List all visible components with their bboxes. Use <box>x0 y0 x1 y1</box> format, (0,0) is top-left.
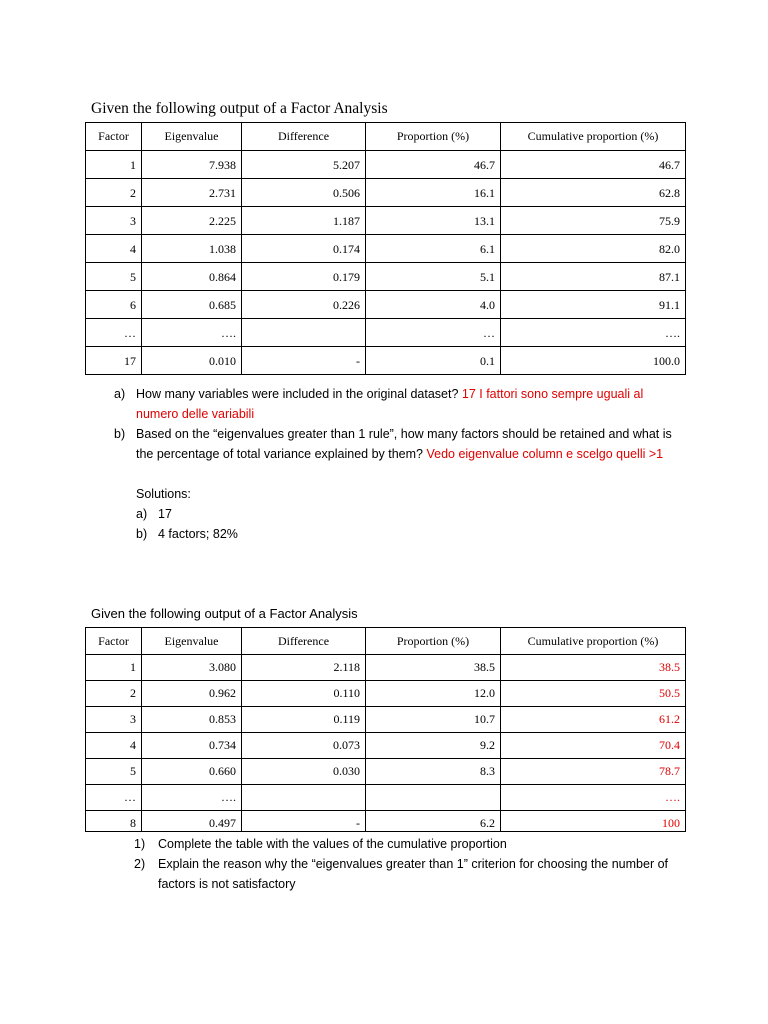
table-row <box>86 811 686 832</box>
section1-title: Given the following output of a Factor Analysis <box>91 100 388 117</box>
table-header-row <box>86 123 686 151</box>
table-row <box>86 179 686 207</box>
eigenvalue-cell: …. <box>142 319 242 347</box>
eigenvalue-cell: 0.497 <box>142 811 242 832</box>
eigenvalue-cell: 7.938 <box>142 151 242 179</box>
proportion-cell: … <box>366 319 501 347</box>
factor-cell: 5 <box>86 263 142 291</box>
difference-cell: 0.506 <box>242 179 366 207</box>
header-cumulative: Cumulative proportion (%) <box>501 123 686 151</box>
table-row <box>86 347 686 375</box>
difference-cell: 0.030 <box>242 759 366 785</box>
question-prompt: Based on the “eigenvalues greater than 1 rule”, how many factors should be retained and what is the percentage of total variance explained by them? <box>136 427 672 461</box>
header-factor: Factor <box>86 123 142 151</box>
proportion-cell: 6.2 <box>366 811 501 832</box>
proportion-cell: 6.1 <box>366 235 501 263</box>
factor-cell: … <box>86 785 142 811</box>
proportion-cell: 8.3 <box>366 759 501 785</box>
difference-cell: 5.207 <box>242 151 366 179</box>
solutions-title: Solutions: <box>136 487 191 501</box>
table-header-row <box>86 628 686 655</box>
cumulative-cell: 91.1 <box>501 291 686 319</box>
table-row <box>86 733 686 759</box>
header-eigenvalue: Eigenvalue <box>142 628 242 655</box>
question-answer: Vedo eigenvalue column e scelgo quelli >1 <box>426 447 664 461</box>
header-factor: Factor <box>86 628 142 655</box>
question-text <box>136 424 684 464</box>
header-proportion: Proportion (%) <box>366 123 501 151</box>
cumulative-cell: 46.7 <box>501 151 686 179</box>
eigenvalue-cell: 0.660 <box>142 759 242 785</box>
table-row <box>86 235 686 263</box>
question-2 <box>134 854 694 894</box>
eigenvalue-cell: 0.962 <box>142 681 242 707</box>
proportion-cell: 9.2 <box>366 733 501 759</box>
difference-cell: - <box>242 811 366 832</box>
solution-label: b) <box>136 527 148 541</box>
difference-cell: 0.226 <box>242 291 366 319</box>
factor-cell: 3 <box>86 207 142 235</box>
factor-cell: 6 <box>86 291 142 319</box>
solutions-block <box>136 484 684 544</box>
factor-cell: 4 <box>86 733 142 759</box>
questions-section-1 <box>114 384 684 544</box>
question-label: b) <box>114 427 126 441</box>
factor-cell: 3 <box>86 707 142 733</box>
solution-text: 4 factors; 82% <box>158 527 238 541</box>
table-row <box>86 785 686 811</box>
question-text: Explain the reason why the “eigenvalues greater than 1” criterion for choosing the number of factors is not satisfactory <box>158 857 669 891</box>
section2-title: Given the following output of a Factor Analysis <box>91 606 358 621</box>
eigenvalue-cell: 0.864 <box>142 263 242 291</box>
cumulative-cell: 50.5 <box>501 681 686 707</box>
question-text <box>136 384 684 424</box>
header-difference: Difference <box>242 123 366 151</box>
proportion-cell: 10.7 <box>366 707 501 733</box>
table-row <box>86 291 686 319</box>
difference-cell: 0.174 <box>242 235 366 263</box>
difference-cell: - <box>242 347 366 375</box>
solution-text: 17 <box>158 507 172 521</box>
eigenvalue-cell: 0.685 <box>142 291 242 319</box>
proportion-cell <box>366 785 501 811</box>
cumulative-cell: 100.0 <box>501 347 686 375</box>
proportion-cell: 16.1 <box>366 179 501 207</box>
factor-cell: 2 <box>86 681 142 707</box>
cumulative-cell: …. <box>501 319 686 347</box>
cumulative-cell: …. <box>501 785 686 811</box>
table-row <box>86 759 686 785</box>
cumulative-cell: 78.7 <box>501 759 686 785</box>
header-difference: Difference <box>242 628 366 655</box>
factor-table-2 <box>85 627 686 832</box>
question-1 <box>134 834 694 854</box>
table-row <box>86 263 686 291</box>
proportion-cell: 0.1 <box>366 347 501 375</box>
eigenvalue-cell: 1.038 <box>142 235 242 263</box>
table-row <box>86 681 686 707</box>
question-a <box>114 384 684 424</box>
question-label: 2) <box>134 857 146 871</box>
factor-cell: 1 <box>86 151 142 179</box>
factor-cell: 1 <box>86 655 142 681</box>
difference-cell: 2.118 <box>242 655 366 681</box>
difference-cell: 1.187 <box>242 207 366 235</box>
cumulative-cell: 38.5 <box>501 655 686 681</box>
difference-cell: 0.110 <box>242 681 366 707</box>
header-proportion: Proportion (%) <box>366 628 501 655</box>
table-row <box>86 707 686 733</box>
factor-cell: 2 <box>86 179 142 207</box>
difference-cell: 0.073 <box>242 733 366 759</box>
proportion-cell: 46.7 <box>366 151 501 179</box>
cumulative-cell: 62.8 <box>501 179 686 207</box>
cumulative-cell: 70.4 <box>501 733 686 759</box>
difference-cell <box>242 319 366 347</box>
solution-label: a) <box>136 507 148 521</box>
difference-cell: 0.119 <box>242 707 366 733</box>
eigenvalue-cell: 2.731 <box>142 179 242 207</box>
table-row <box>86 655 686 681</box>
cumulative-cell: 82.0 <box>501 235 686 263</box>
question-prompt: How many variables were included in the original dataset? <box>136 387 462 401</box>
cumulative-cell: 61.2 <box>501 707 686 733</box>
factor-cell: 4 <box>86 235 142 263</box>
factor-cell: … <box>86 319 142 347</box>
header-cumulative: Cumulative proportion (%) <box>501 628 686 655</box>
proportion-cell: 4.0 <box>366 291 501 319</box>
eigenvalue-cell: 0.734 <box>142 733 242 759</box>
question-answer: 17 I fattori sono sempre uguali al numero delle variabili <box>136 387 644 421</box>
table-row <box>86 207 686 235</box>
header-eigenvalue: Eigenvalue <box>142 123 242 151</box>
proportion-cell: 5.1 <box>366 263 501 291</box>
eigenvalue-cell: 2.225 <box>142 207 242 235</box>
proportion-cell: 12.0 <box>366 681 501 707</box>
cumulative-cell: 100 <box>501 811 686 832</box>
eigenvalue-cell: 0.853 <box>142 707 242 733</box>
eigenvalue-cell: 3.080 <box>142 655 242 681</box>
proportion-cell: 38.5 <box>366 655 501 681</box>
proportion-cell: 13.1 <box>366 207 501 235</box>
solution-b <box>136 524 684 544</box>
factor-cell: 5 <box>86 759 142 785</box>
solution-a <box>136 504 684 524</box>
question-label: 1) <box>134 837 146 851</box>
cumulative-cell: 87.1 <box>501 263 686 291</box>
table-row <box>86 319 686 347</box>
factor-table-1 <box>85 122 686 375</box>
cumulative-cell: 75.9 <box>501 207 686 235</box>
difference-cell <box>242 785 366 811</box>
factor-cell: 8 <box>86 811 142 832</box>
questions-section-2 <box>134 834 694 894</box>
question-text: Complete the table with the values of the cumulative proportion <box>158 837 507 851</box>
question-label: a) <box>114 387 126 401</box>
table-row <box>86 151 686 179</box>
question-b <box>114 424 684 464</box>
difference-cell: 0.179 <box>242 263 366 291</box>
eigenvalue-cell: 0.010 <box>142 347 242 375</box>
factor-cell: 17 <box>86 347 142 375</box>
eigenvalue-cell: …. <box>142 785 242 811</box>
